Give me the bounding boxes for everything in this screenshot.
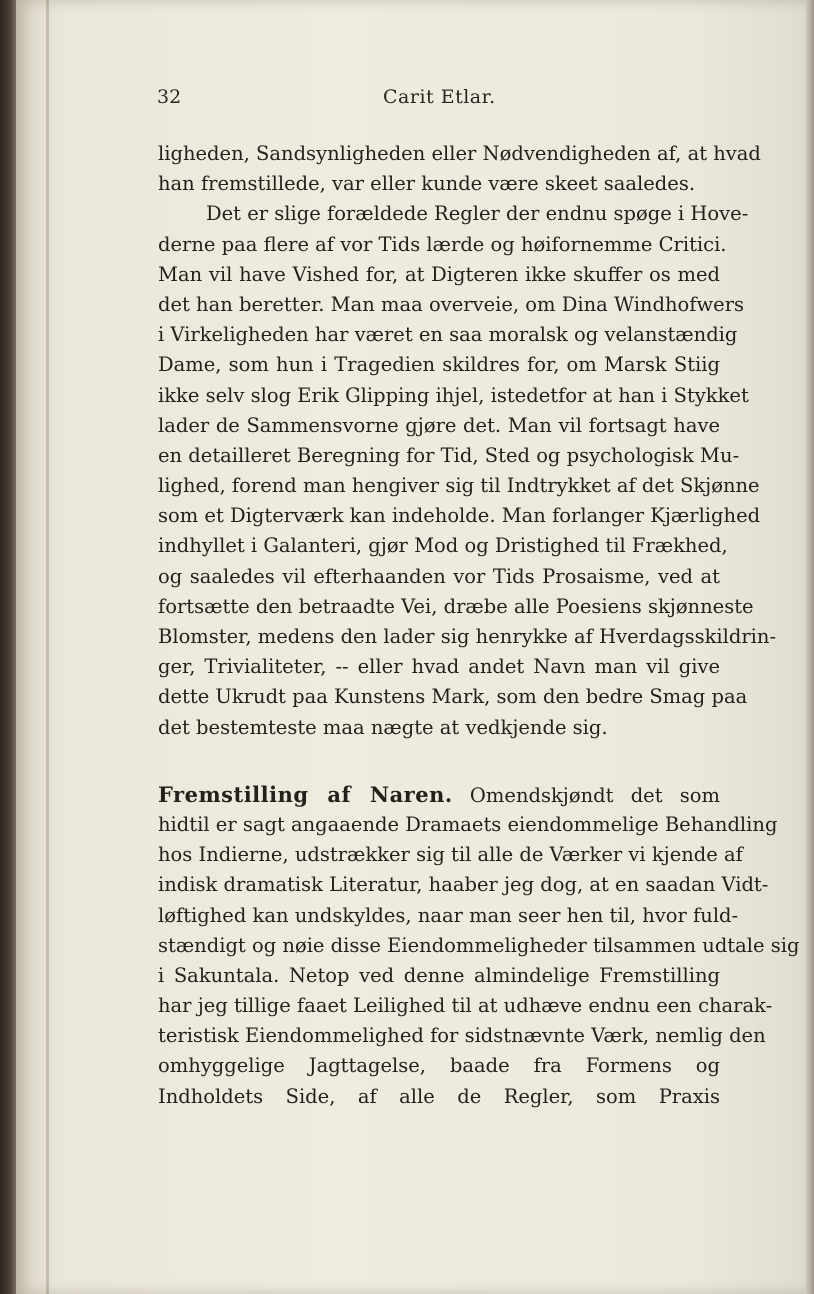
text-line: dette Ukrudt paa Kunstens Mark, som den bedre Smag paa <box>158 685 748 709</box>
text-line: indisk dramatisk Literatur, haaber jeg dog, at en saadan Vidt- <box>158 873 769 897</box>
text-line: han fremstillede, var eller kunde være skeet saaledes. <box>158 172 696 196</box>
section-gap <box>158 743 720 780</box>
page-number: 32 <box>157 86 182 108</box>
text-line: Dame, som hun i Tragedien skildres for, om Marsk Stiig <box>158 353 720 377</box>
text-line: det bestemteste maa nægte at vedkjende sig. <box>158 715 608 739</box>
section-first-line <box>158 780 720 810</box>
book-spine-edge <box>0 0 16 1294</box>
gutter-shadow <box>46 0 49 1294</box>
page-edge <box>806 0 814 1294</box>
text-line: derne paa flere af vor Tids lærde og høifornemme Critici. <box>158 232 727 256</box>
text-line: ligheden, Sandsynligheden eller Nødvendigheden af, at hvad <box>158 142 761 165</box>
text-line: hidtil er sagt angaaende Dramaets eiendommelige Behandling <box>158 812 778 836</box>
text-line: ger, Trivialiteter, -- eller hvad andet Navn man vil give <box>158 655 720 679</box>
text-line: ikke selv slog Erik Glipping ihjel, istedetfor at han i Stykket <box>158 383 749 407</box>
text-line: en detailleret Beregning for Tid, Sted og psychologisk Mu- <box>158 443 740 467</box>
text-line: lader de Sammensvorne gjøre det. Man vil fortsagt have <box>158 413 720 437</box>
text-line: løftighed kan undskyldes, naar man seer hen til, hvor fuld- <box>158 903 739 927</box>
text-line: Indholdets Side, af alle de Regler, som Praxis <box>158 1084 720 1108</box>
section-heading: Fremstilling af Naren. <box>158 781 453 807</box>
text-line: Omendskjøndt det som <box>469 783 721 807</box>
text-line: Blomster, medens den lader sig henrykke af Hverdagsskildrin- <box>158 625 777 648</box>
text-line: stændigt og nøie disse Eiendommeligheder tilsammen udtale sig <box>158 933 800 957</box>
running-head: Carit Etlar. <box>383 86 496 108</box>
text-line: i Virkeligheden har været en saa moralsk og velanstændig <box>158 323 738 347</box>
text-line: og saaledes vil efterhaanden vor Tids Prosaisme, ved at <box>158 564 720 588</box>
body-text <box>158 139 800 1112</box>
text-line: det han beretter. Man maa overveie, om Dina Windhofwers <box>158 292 745 316</box>
text-line: fortsætte den betraadte Vei, dræbe alle Poesiens skjønneste <box>158 594 754 618</box>
text-line: indhyllet i Galanteri, gjør Mod og Dristighed til Frækhed, <box>158 534 728 558</box>
text-line: lighed, forend man hengiver sig til Indtrykket af det Skjønne <box>158 474 760 498</box>
text-line: Man vil have Vished for, at Digteren ikke skuffer os med <box>158 262 720 286</box>
text-line: hos Indierne, udstrækker sig til alle de Værker vi kjende af <box>158 843 743 867</box>
text-line: har jeg tillige faaet Leilighed til at udhæve endnu een charak- <box>158 994 773 1018</box>
text-line: i Sakuntala. Netop ved denne almindelige Fremstilling <box>158 963 720 987</box>
text-line: teristisk Eiendommelighed for sidstnævnte Værk, nemlig den <box>158 1024 766 1048</box>
text-line: som et Digterværk kan indeholde. Man forlanger Kjærlighed <box>158 504 761 528</box>
page-header <box>140 86 700 116</box>
text-line: omhyggelige Jagttagelse, baade fra Formens og <box>158 1054 720 1078</box>
text-line: Det er slige forældede Regler der endnu spøge i Hove- <box>206 202 749 226</box>
